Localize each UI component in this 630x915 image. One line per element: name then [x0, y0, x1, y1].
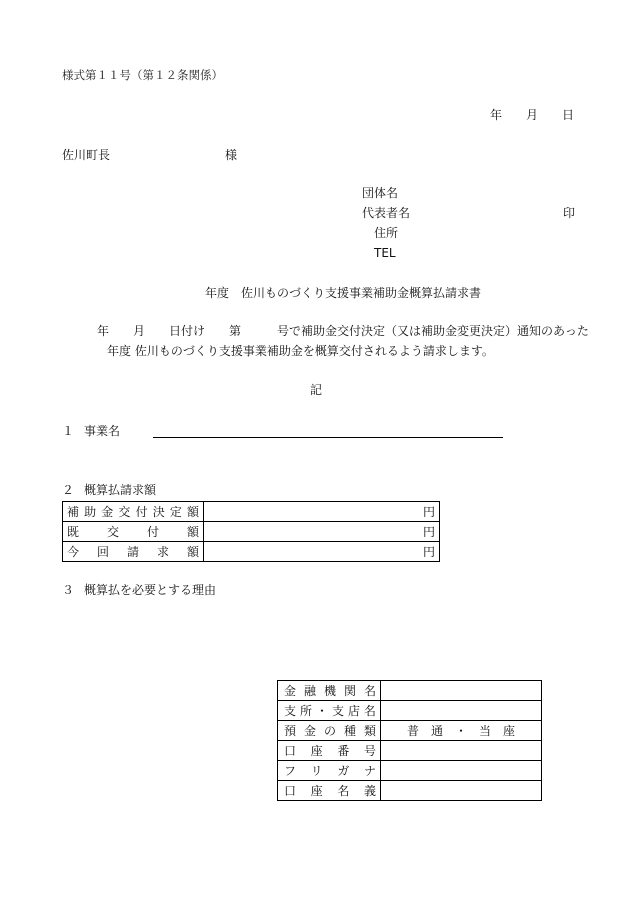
label-character: 助	[84, 504, 97, 519]
label-character: 額	[186, 544, 199, 559]
section-3-number: ３	[62, 583, 75, 597]
label-character: 支	[331, 703, 344, 718]
label-character: 決	[152, 504, 165, 519]
label-character: フ	[284, 763, 297, 778]
addressee-name: 佐川町長	[62, 148, 111, 162]
body-text-line-2: 年度 佐川ものづくり支援事業補助金を概算交付されるよう請求します。	[107, 344, 494, 358]
label-character: 口	[284, 743, 297, 758]
amount-value-cell	[204, 502, 440, 522]
bank-value-cell	[381, 741, 542, 761]
label-character: 金	[303, 723, 316, 738]
amount-label-cell	[63, 502, 204, 522]
bank-value-cell	[381, 701, 542, 721]
document-title: 年度 佐川ものづくり支援事業補助金概算払請求書	[205, 286, 482, 300]
label-character: 名	[363, 683, 376, 698]
label-character: ガ	[337, 763, 350, 778]
label-character: 座	[310, 743, 323, 758]
label-character: 店	[347, 703, 360, 718]
section-1-label: 事業名	[84, 424, 121, 438]
label-character: 預	[284, 723, 297, 738]
label-character: 融	[303, 683, 316, 698]
label-character: 所	[299, 703, 312, 718]
yen-unit: 円	[422, 544, 435, 559]
applicant-representative-label: 代表者名	[362, 206, 411, 220]
bank-row	[278, 781, 542, 801]
amount-row	[63, 542, 440, 562]
label-character: 既	[67, 524, 80, 539]
label-character: 補	[67, 504, 80, 519]
bank-row	[278, 721, 542, 741]
yen-unit: 円	[422, 504, 435, 519]
label-character: 支	[284, 703, 297, 718]
project-name-underline	[153, 437, 503, 438]
applicant-tel-label: TEL	[374, 246, 396, 260]
label-character: 定	[169, 504, 182, 519]
bank-label-cell	[278, 681, 381, 701]
bank-row	[278, 741, 542, 761]
bank-label-cell	[278, 721, 381, 741]
body-text-line-1: 年 月 日付け 第 号で補助金交付決定（又は補助金変更決定）通知のあった	[97, 324, 589, 338]
label-character: 付	[135, 504, 148, 519]
bank-value-cell	[381, 681, 542, 701]
bank-label-cell	[278, 781, 381, 801]
label-character: 今	[67, 544, 80, 559]
bank-label	[278, 744, 380, 758]
bank-account-table	[277, 680, 542, 801]
label-character: 号	[363, 743, 376, 758]
addressee-honorific: 様	[225, 148, 238, 162]
label-character: ナ	[363, 763, 376, 778]
applicant-address-label: 住所	[374, 226, 399, 240]
bank-label-cell	[278, 701, 381, 721]
amount-value-cell	[204, 542, 440, 562]
label-character: 回	[96, 544, 109, 559]
section-2-label: 概算払請求額	[84, 483, 157, 497]
label-character: の	[323, 723, 336, 738]
label-character: 付	[146, 524, 159, 539]
bank-label-cell	[278, 761, 381, 781]
yen-unit: 円	[422, 524, 435, 539]
amount-label-cell	[63, 542, 204, 562]
amount-label	[63, 505, 203, 519]
bank-label	[278, 724, 380, 738]
deposit-type-options: 普 通 ・ 当 座	[406, 723, 515, 738]
form-number: 様式第１１号（第１２条関係）	[62, 68, 223, 82]
label-character: 機	[323, 683, 336, 698]
label-character: 交	[106, 524, 119, 539]
section-2-number: ２	[62, 483, 75, 497]
applicant-organization-label: 団体名	[362, 186, 399, 200]
bank-row	[278, 761, 542, 781]
bank-row	[278, 701, 542, 721]
label-character: 名	[363, 703, 376, 718]
bank-label	[278, 704, 380, 718]
label-character: 座	[310, 783, 323, 798]
section-3-label: 概算払を必要とする理由	[84, 583, 217, 597]
label-character: 金	[101, 504, 114, 519]
seal-mark-label: 印	[563, 206, 576, 220]
amount-label-cell	[63, 522, 204, 542]
label-character: 名	[337, 783, 350, 798]
label-character: 金	[284, 683, 297, 698]
amount-row	[63, 522, 440, 542]
bank-value-cell	[381, 721, 542, 741]
bank-label	[278, 764, 380, 778]
amount-table	[62, 501, 440, 562]
date-line: 年 月 日	[490, 108, 575, 122]
label-character: 関	[343, 683, 356, 698]
section-1-number: １	[62, 424, 75, 438]
label-character: 額	[186, 504, 199, 519]
label-character: 額	[186, 524, 199, 539]
bank-row	[278, 681, 542, 701]
label-character: 求	[156, 544, 169, 559]
label-character: 類	[363, 723, 376, 738]
bank-label	[278, 684, 380, 698]
bank-label	[278, 784, 380, 798]
amount-row	[63, 502, 440, 522]
bank-value-cell	[381, 781, 542, 801]
label-character: 番	[337, 743, 350, 758]
ki-heading: 記	[310, 383, 323, 397]
amount-label	[63, 525, 203, 539]
amount-label	[63, 545, 203, 559]
label-character: 請	[126, 544, 139, 559]
label-character: 口	[284, 783, 297, 798]
amount-value-cell	[204, 522, 440, 542]
label-character: 交	[118, 504, 131, 519]
label-character: 義	[363, 783, 376, 798]
label-character: ・	[315, 703, 328, 718]
label-character: リ	[310, 763, 323, 778]
bank-value-cell	[381, 761, 542, 781]
bank-label-cell	[278, 741, 381, 761]
label-character: 種	[343, 723, 356, 738]
